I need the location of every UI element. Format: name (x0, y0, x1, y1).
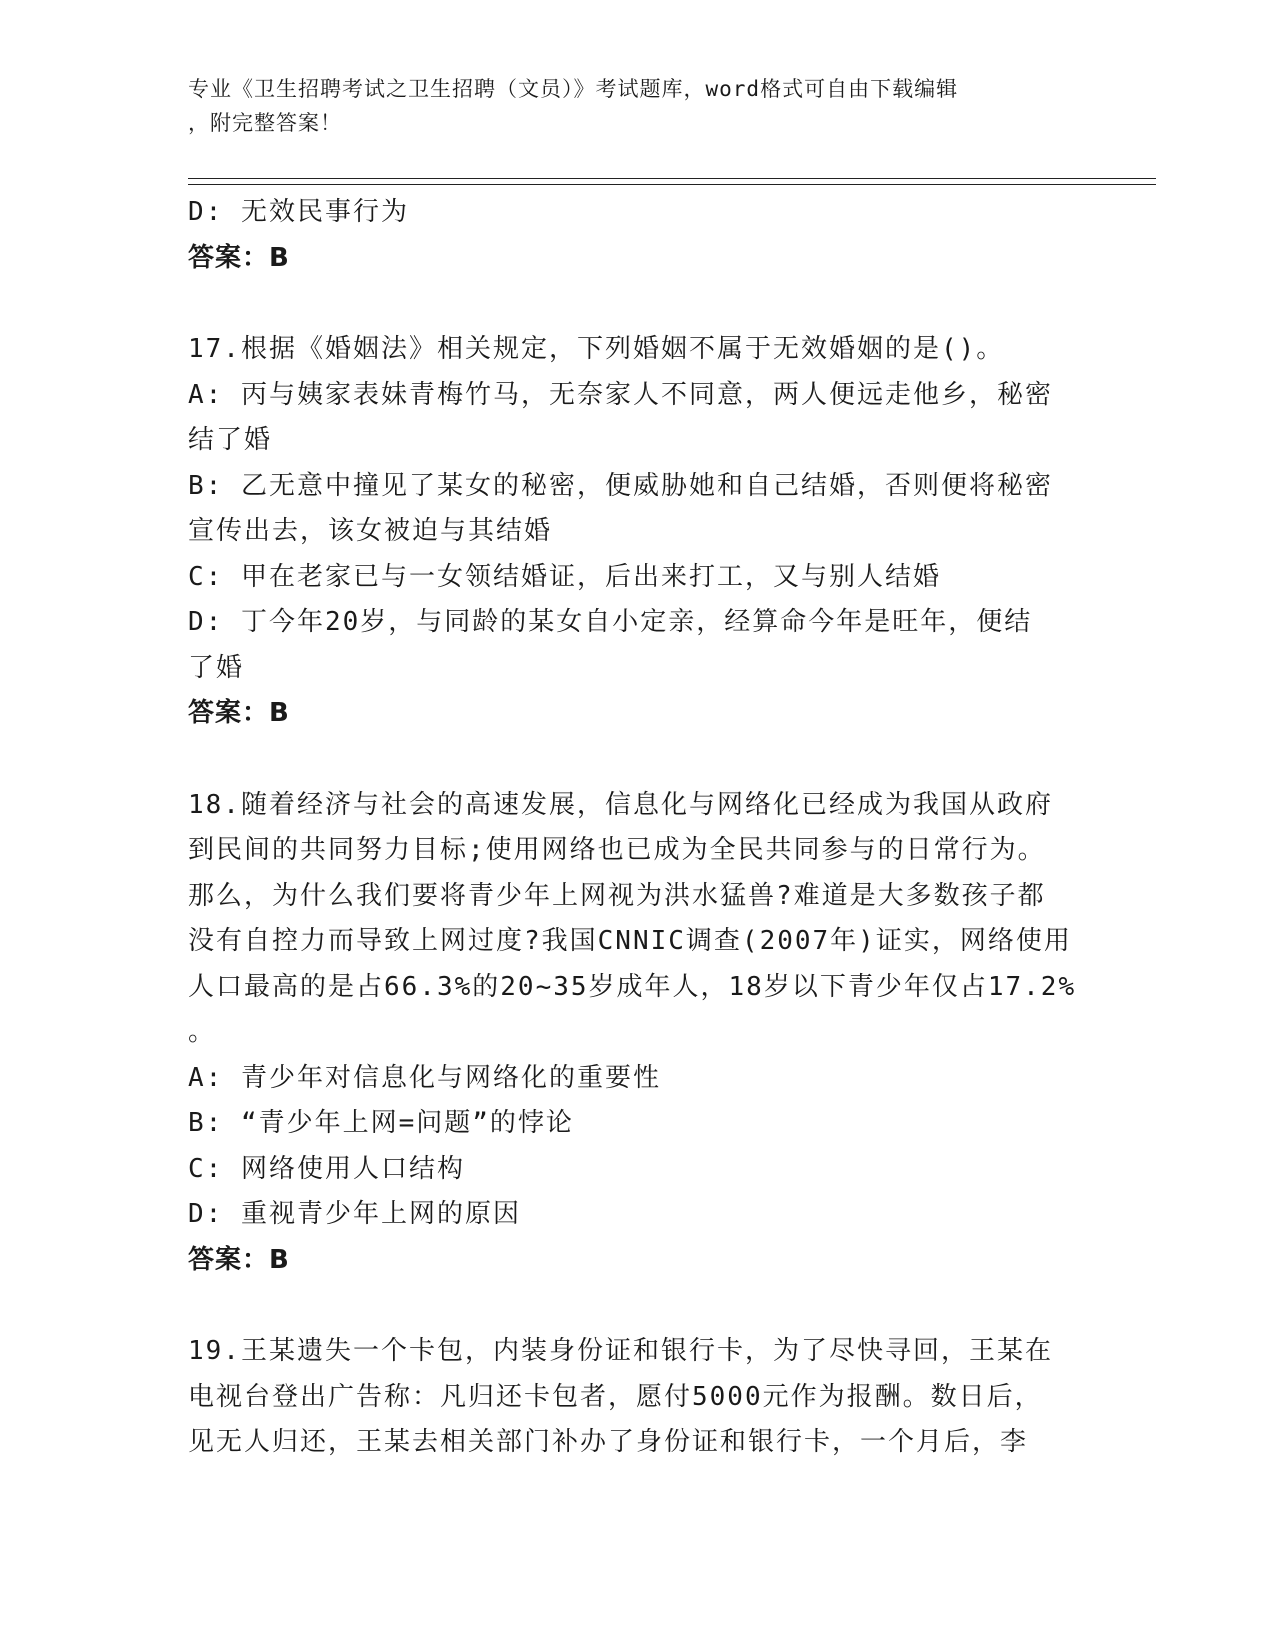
q16-option-d: D: 无效民事行为 (188, 197, 409, 227)
q19-stem-line-2: 电视台登出广告称：凡归还卡包者，愿付5000元作为报酬。数日后， (188, 1381, 1043, 1412)
header-title-line-1: 专业《卫生招聘考试之卫生招聘（文员）》考试题库，word格式可自由下载编辑 (188, 77, 959, 101)
question-18 (188, 783, 1088, 1284)
q18-stem-line-3: 那么，为什么我们要将青少年上网视为洪水猛兽?难道是大多数孩子都 (188, 880, 1046, 911)
q17-option-a-line-2: 结了婚 (188, 425, 273, 455)
q18-option-d: D: 重视青少年上网的原因 (188, 1199, 521, 1229)
q17-option-d-line-2: 了婚 (188, 652, 245, 683)
page-header (188, 72, 1068, 140)
question-16-tail (188, 190, 1088, 281)
q17-stem: 17.根据《婚姻法》相关规定，下列婚姻不属于无效婚姻的是()。 (188, 334, 1005, 364)
q16-answer: 答案：B (188, 242, 290, 273)
q17-option-d-line-1: D: 丁今年20岁，与同龄的某女自小定亲，经算命今年是旺年，便结 (188, 607, 1033, 637)
question-content (188, 190, 1088, 1466)
q18-stem-line-2: 到民间的共同努力目标;使用网络也已成为全民共同参与的日常行为。 (188, 835, 1046, 865)
q18-stem-line-6: 。 (188, 1017, 217, 1047)
q18-stem-line-1: 18.随着经济与社会的高速发展，信息化与网络化已经成为我国从政府 (188, 789, 1053, 820)
spacer (188, 737, 1088, 783)
q17-answer: 答案：B (188, 698, 290, 728)
q19-stem-line-3: 见无人归还，王某去相关部门补办了身份证和银行卡，一个月后，李 (188, 1427, 1029, 1457)
q17-option-c: C: 甲在老家已与一女领结婚证，后出来打工，又与别人结婚 (188, 561, 941, 592)
q17-option-b-line-1: B: 乙无意中撞见了某女的秘密，便威胁她和自己结婚，否则便将秘密 (188, 470, 1053, 501)
q17-option-b-line-2: 宣传出去，该女被迫与其结婚 (188, 516, 553, 546)
q19-stem-line-1: 19.王某遗失一个卡包，内装身份证和银行卡，为了尽快寻回，王某在 (188, 1336, 1053, 1366)
q18-option-a: A: 青少年对信息化与网络化的重要性 (188, 1062, 661, 1093)
header-divider-top (188, 178, 1156, 179)
spacer (188, 1283, 1088, 1329)
q18-stem-line-5: 人口最高的是占66.3%的20~35岁成年人，18岁以下青少年仅占17.2% (188, 971, 1077, 1002)
q18-stem-line-4: 没有自控力而导致上网过度?我国CNNIC调查(2007年)证实，网络使用 (188, 926, 1072, 956)
header-title-line-2: ，附完整答案！ (188, 111, 342, 135)
q18-option-b: B: “青少年上网=问题”的悖论 (188, 1108, 574, 1138)
question-17 (188, 327, 1088, 737)
question-19 (188, 1329, 1088, 1466)
spacer (188, 281, 1088, 327)
header-divider-bottom (188, 184, 1156, 185)
q18-answer: 答案：B (188, 1244, 290, 1275)
q17-option-a-line-1: A: 丙与姨家表妹青梅竹马，无奈家人不同意，两人便远走他乡，秘密 (188, 379, 1053, 410)
q18-option-c: C: 网络使用人口结构 (188, 1153, 465, 1184)
